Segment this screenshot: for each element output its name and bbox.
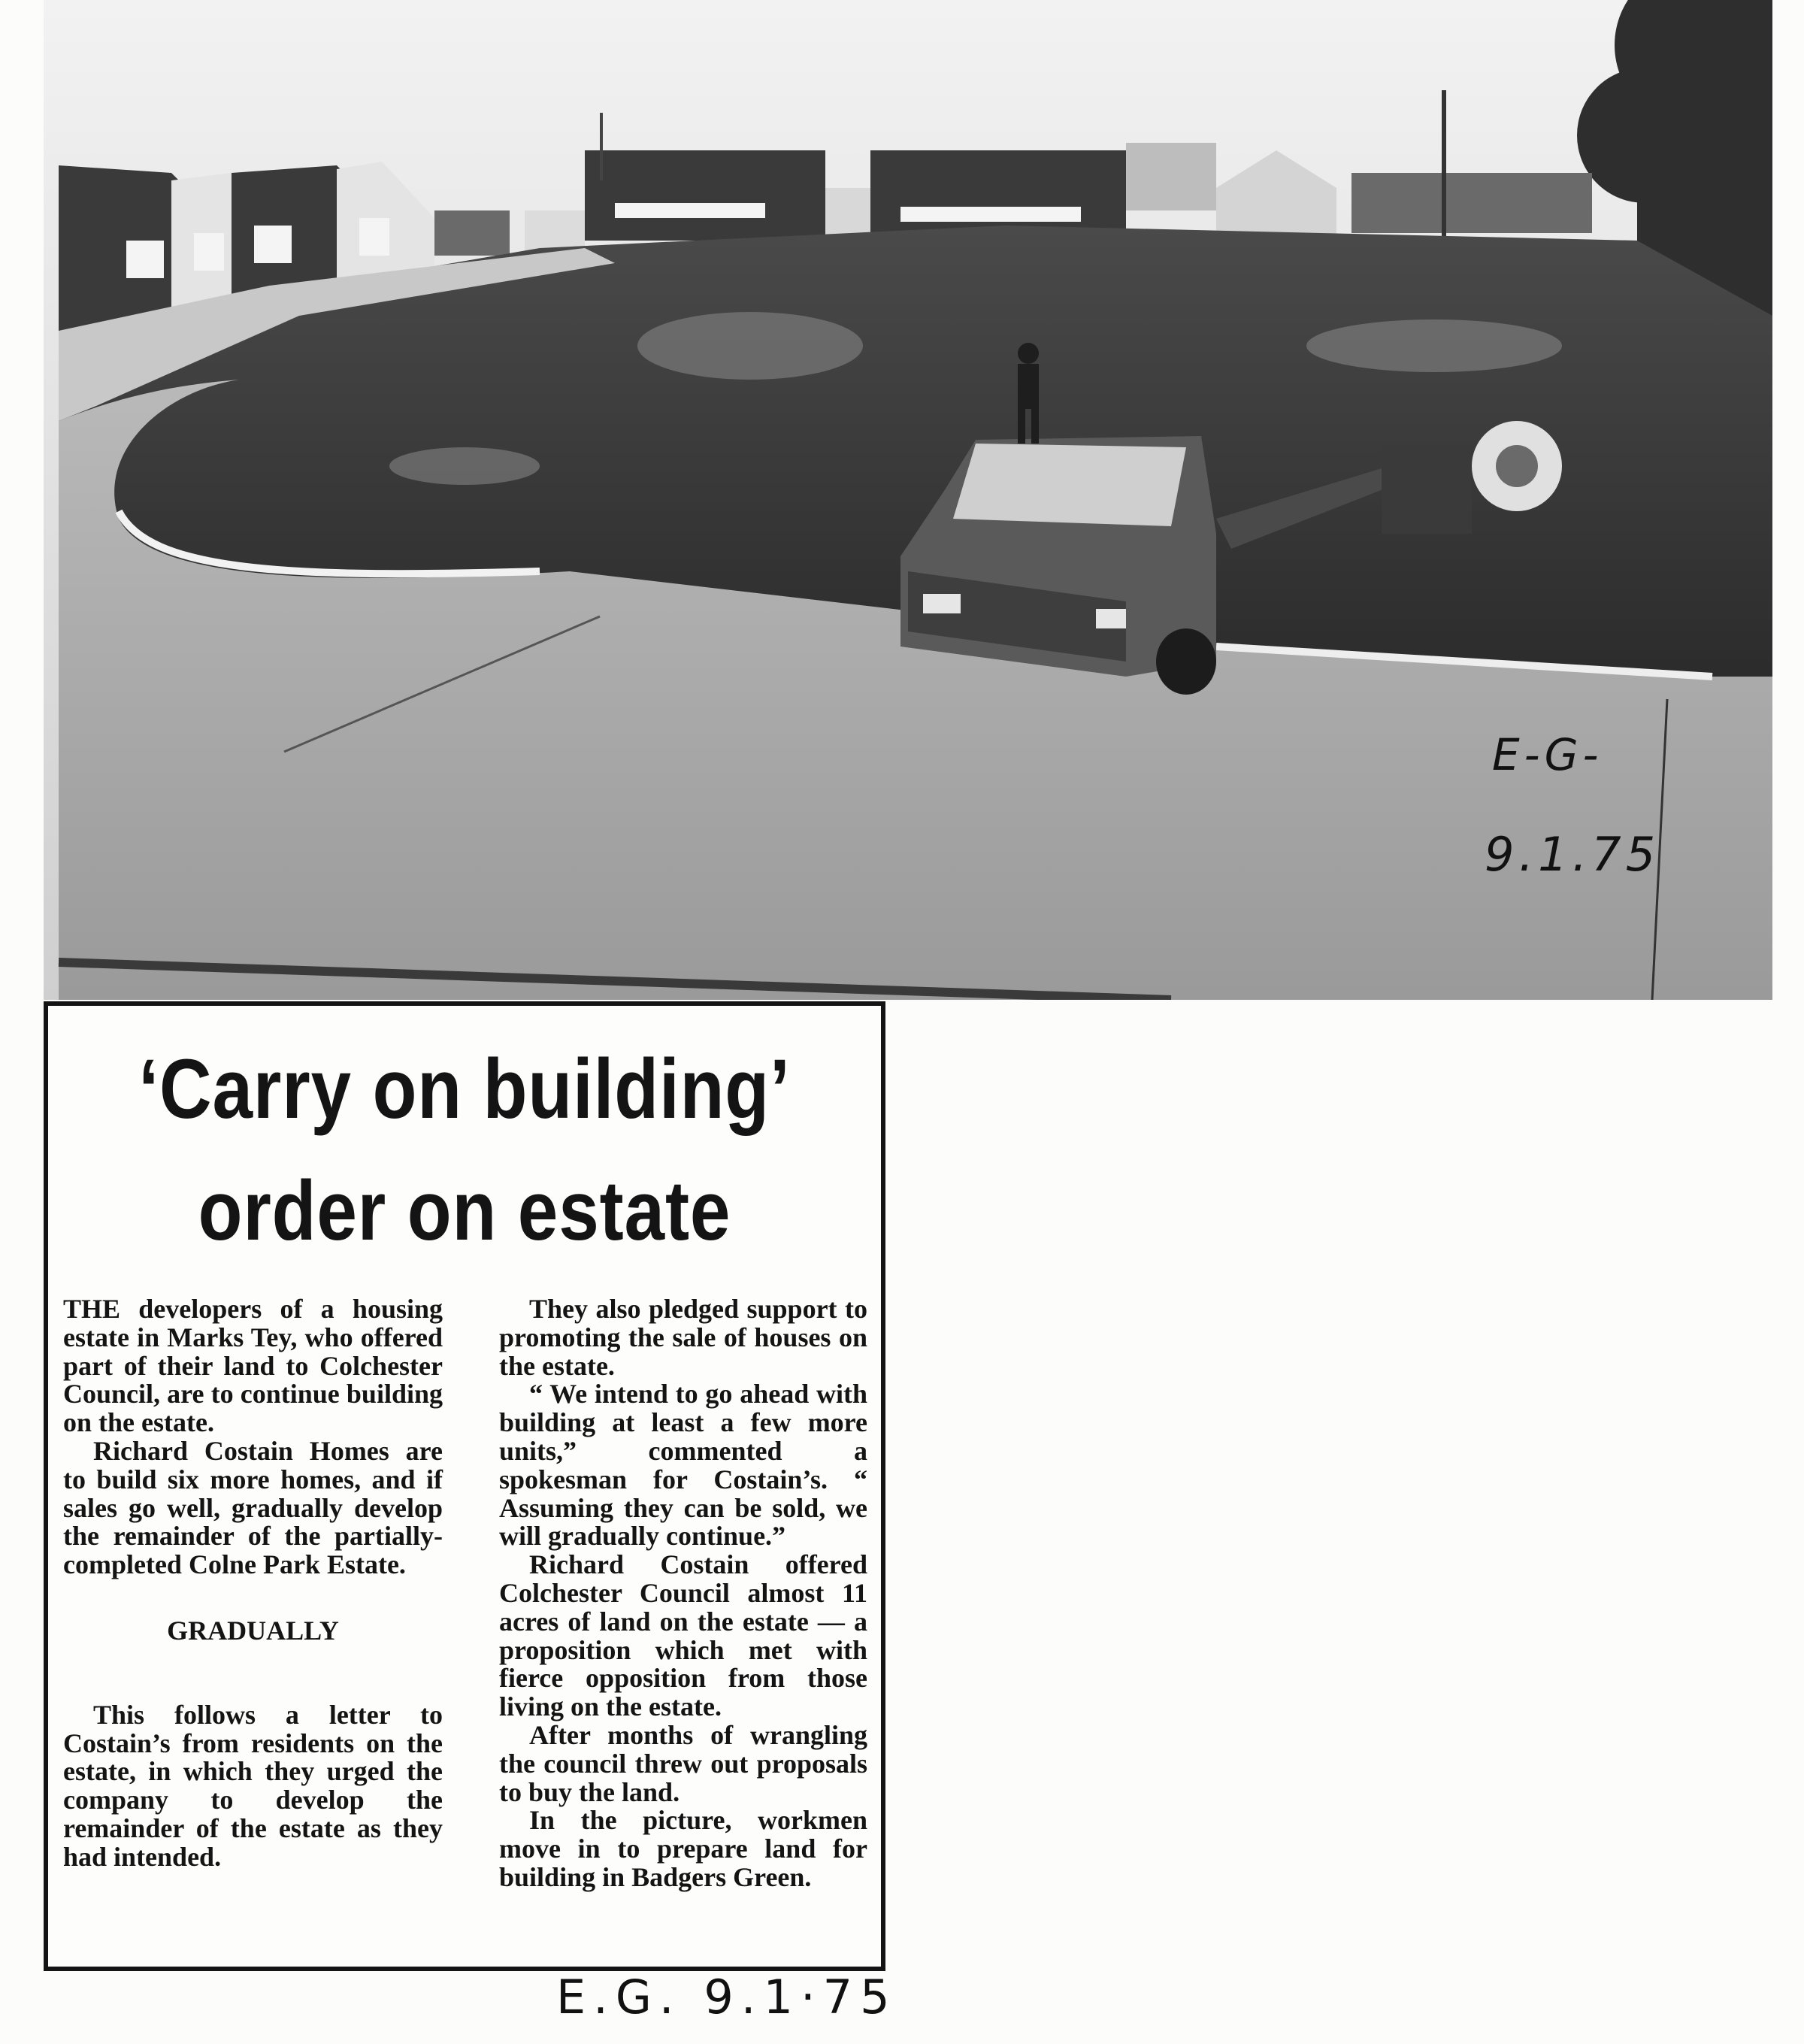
article-column-left (63, 1295, 443, 1872)
handwritten-date: 9.1.75 (1485, 827, 1660, 882)
article-paragraph: Richard Costain Homes are to build six more homes, and if sales go well, gradually develop the remainder of the partially-completed Colne Park Estate. (63, 1435, 443, 1580)
article-paragraph: THE developers of a housing estate in Marks Tey, who offered part of their land to Colchester Council, are to continue building on the estate. (63, 1294, 443, 1438)
article-subhead: GRADUALLY (167, 1615, 339, 1646)
handwritten-initials: E-G- (1492, 729, 1603, 780)
article-paragraph: Richard Costain offered Colchester Council almost 11 acres of land on the estate — a proposition which met with fierce opposition from those living on the estate. (499, 1549, 867, 1722)
article-box (44, 1001, 885, 1971)
article-column-right (499, 1295, 867, 1892)
article-paragraph: In the picture, workmen move in to prepare land for building in Badgers Green. (499, 1805, 867, 1892)
handwritten-source-date: E.G. 9.1·75 (556, 1970, 897, 2024)
article-paragraph: “ We intend to go ahead with building at least a few more units,” commented a spokesman for Costain’s. “ Assuming they can be sold, we will gradually continue.” (499, 1379, 867, 1552)
article-paragraph: They also pledged support to promoting the sale of houses on the estate. (499, 1294, 867, 1381)
headline-line-1: ‘Carry on building’ (138, 1042, 791, 1136)
article-paragraph: After months of wrangling the council threw out proposals to buy the land. (499, 1719, 867, 1807)
headline-line-2: order on estate (198, 1164, 731, 1258)
headline (107, 1028, 823, 1272)
article-paragraph: This follows a letter to Costain’s from residents on the estate, in which they urged the company to develop the remainder of the estate as they had intended. (63, 1699, 443, 1872)
